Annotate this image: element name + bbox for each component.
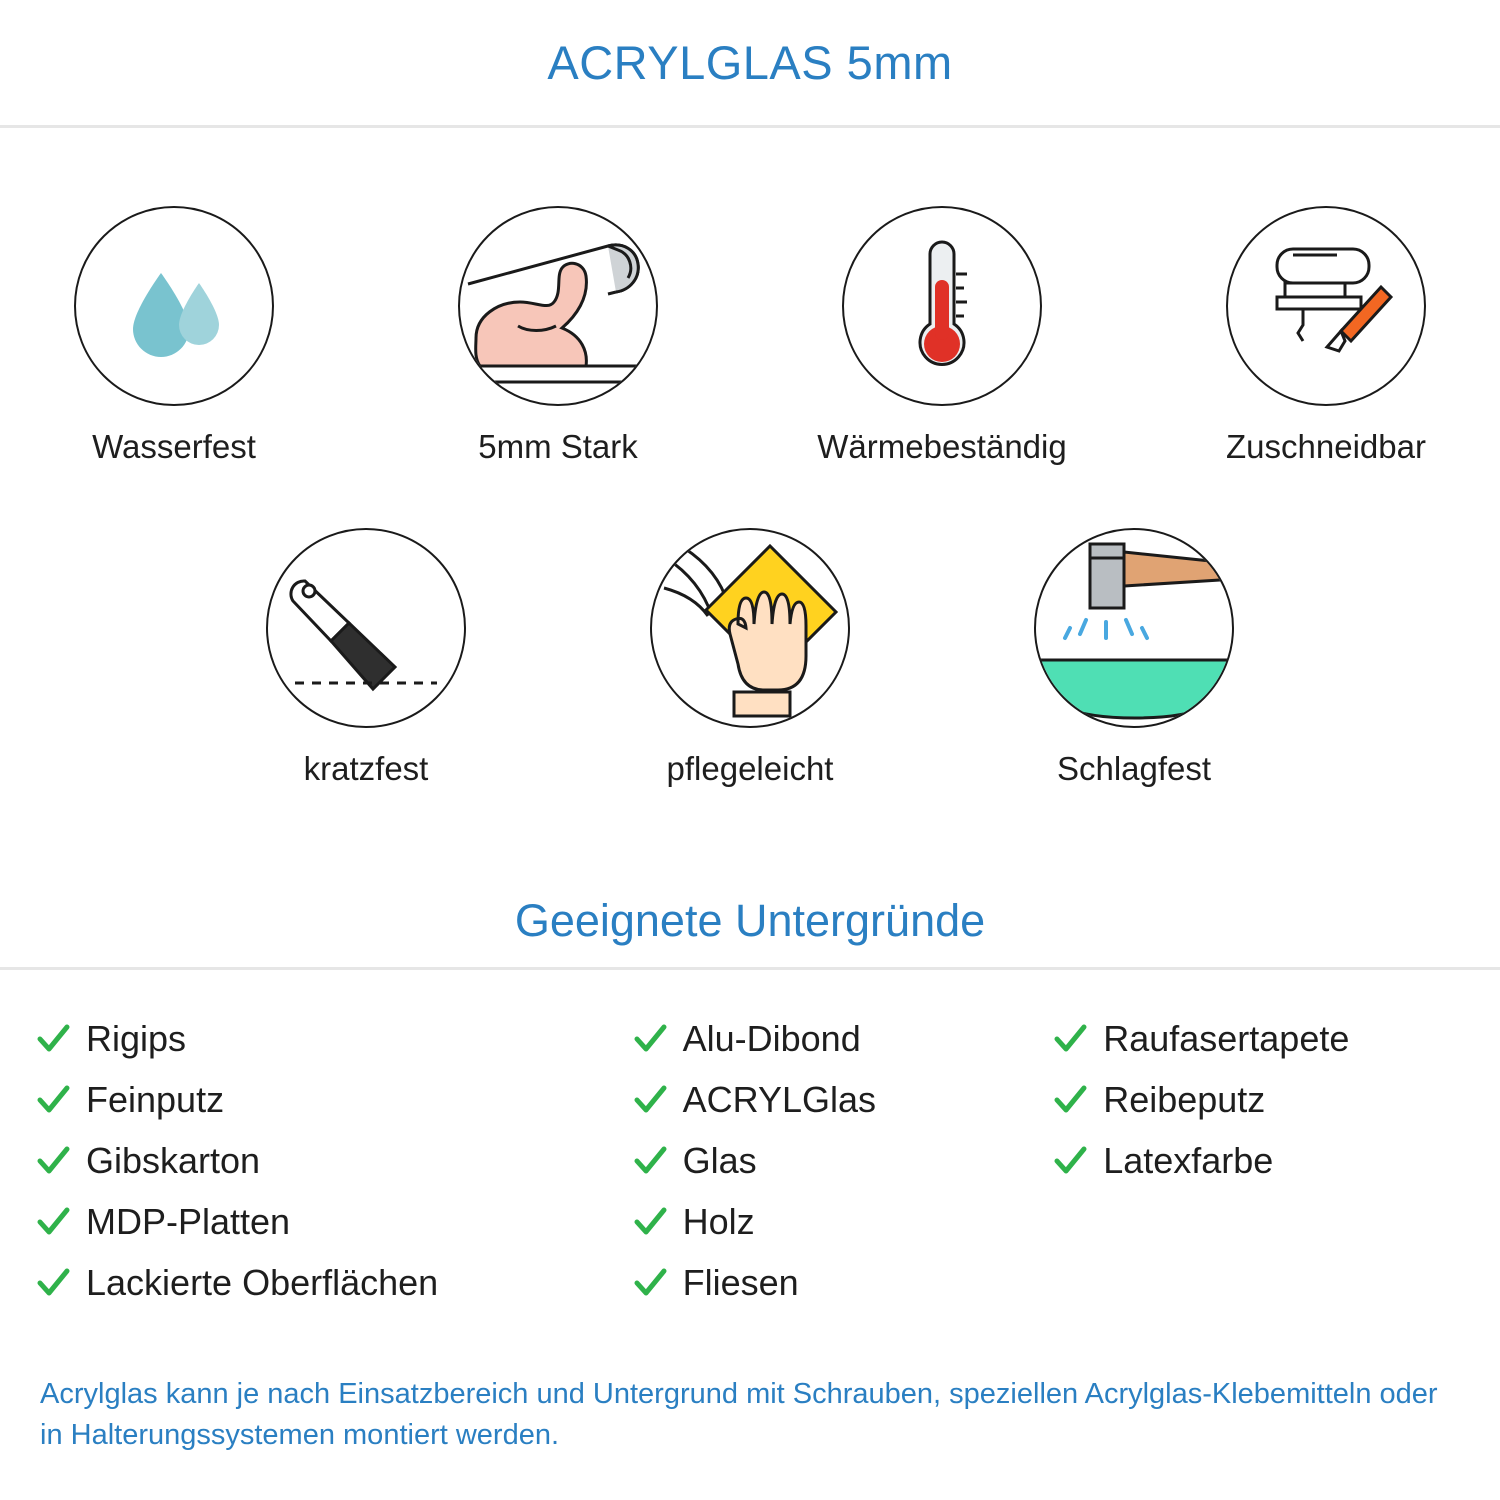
hand-cloth-wipe-icon bbox=[650, 528, 850, 728]
check-icon bbox=[36, 1083, 70, 1117]
substrate-label: Alu-Dibond bbox=[682, 1017, 861, 1059]
icon-circle bbox=[266, 528, 466, 728]
list-item bbox=[633, 1195, 1054, 1248]
icon-circle bbox=[842, 206, 1042, 406]
check-icon bbox=[633, 1266, 667, 1300]
knife-scratch-icon bbox=[281, 543, 451, 713]
jigsaw-cutter-icon bbox=[1241, 221, 1411, 391]
substrate-label: MDP-Platten bbox=[86, 1200, 291, 1242]
feature-label: Wasserfest bbox=[92, 428, 256, 465]
list-item bbox=[36, 1256, 633, 1309]
feature-label: Zuschneidbar bbox=[1226, 428, 1426, 465]
substrate-label: Rigips bbox=[86, 1017, 187, 1059]
list-item bbox=[1053, 1012, 1464, 1065]
feature-label: Schlagfest bbox=[1056, 750, 1212, 787]
substrate-column-1 bbox=[36, 1012, 633, 1309]
icon-circle bbox=[1226, 206, 1426, 406]
check-icon bbox=[1053, 1083, 1087, 1117]
list-item bbox=[633, 1073, 1054, 1126]
list-item bbox=[633, 1256, 1054, 1309]
substrate-column-3 bbox=[1053, 1012, 1464, 1309]
substrate-label: ACRYLGlas bbox=[682, 1078, 877, 1120]
list-item bbox=[36, 1073, 633, 1126]
feature-row-1 bbox=[0, 206, 1500, 466]
feature-label: 5mm Stark bbox=[478, 428, 638, 465]
substrate-label: Feinputz bbox=[86, 1078, 225, 1120]
check-icon bbox=[36, 1144, 70, 1178]
feature-kratzfest bbox=[220, 528, 512, 788]
feature-5mm-stark bbox=[412, 206, 704, 466]
icon-circle bbox=[650, 528, 850, 728]
list-item bbox=[633, 1134, 1054, 1187]
check-icon bbox=[633, 1144, 667, 1178]
feature-label: pflegeleicht bbox=[666, 750, 834, 787]
feature-waermebestaendig bbox=[796, 206, 1088, 466]
feature-label: kratzfest bbox=[303, 750, 429, 787]
feature-zuschneidbar bbox=[1180, 206, 1472, 466]
check-icon bbox=[1053, 1144, 1087, 1178]
substrate-column-2 bbox=[633, 1012, 1054, 1309]
section-title: Geeignete Untergründe bbox=[514, 894, 986, 946]
water-drops-icon bbox=[99, 231, 249, 381]
substrate-label: Gibskarton bbox=[86, 1139, 261, 1181]
list-item bbox=[1053, 1134, 1464, 1187]
substrate-list bbox=[0, 970, 1500, 1309]
check-icon bbox=[633, 1083, 667, 1117]
list-item bbox=[36, 1195, 633, 1248]
check-icon bbox=[633, 1205, 667, 1239]
feature-schlagfest bbox=[988, 528, 1280, 788]
list-item bbox=[1053, 1073, 1464, 1126]
list-item bbox=[36, 1012, 633, 1065]
substrate-label: Fliesen bbox=[682, 1261, 799, 1303]
check-icon bbox=[36, 1266, 70, 1300]
thermometer-icon bbox=[867, 226, 1017, 386]
list-item bbox=[633, 1012, 1054, 1065]
feature-pflegeleicht bbox=[604, 528, 896, 788]
substrate-label: Holz bbox=[682, 1200, 755, 1242]
header bbox=[0, 0, 1500, 128]
substrate-label: Lackierte Oberflächen bbox=[86, 1261, 439, 1303]
icon-circle bbox=[74, 206, 274, 406]
substrate-label: Reibeputz bbox=[1103, 1078, 1266, 1120]
feature-wasserfest bbox=[28, 206, 320, 466]
check-icon bbox=[36, 1205, 70, 1239]
subheader bbox=[0, 874, 1500, 970]
feature-grid bbox=[0, 128, 1500, 788]
icon-circle bbox=[458, 206, 658, 406]
feature-label: Wärmebeständig bbox=[817, 428, 1067, 465]
check-icon bbox=[36, 1022, 70, 1056]
hammer-impact-icon bbox=[1034, 528, 1234, 728]
icon-circle bbox=[1034, 528, 1234, 728]
check-icon bbox=[1053, 1022, 1087, 1056]
page-title: ACRYLGLAS 5mm bbox=[547, 36, 953, 89]
footer-note: Acrylglas kann je nach Einsatzbereich und Untergrund mit Schrauben, speziellen Acrylglas-Klebemitteln oder in Halterungssystemen montiert werden. bbox=[40, 1377, 1438, 1451]
feature-row-2 bbox=[0, 528, 1500, 788]
substrate-label: Glas bbox=[682, 1139, 757, 1181]
list-item bbox=[36, 1134, 633, 1187]
substrate-label: Raufasertapete bbox=[1103, 1017, 1350, 1059]
flexing-arm-icon bbox=[458, 206, 658, 406]
check-icon bbox=[633, 1022, 667, 1056]
substrate-label: Latexfarbe bbox=[1103, 1139, 1274, 1181]
